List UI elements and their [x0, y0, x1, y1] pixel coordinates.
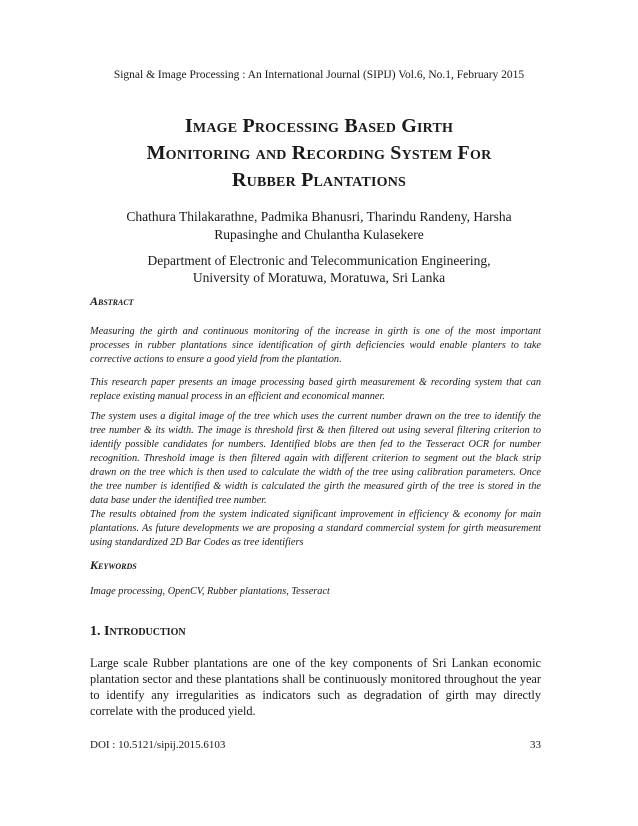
affiliation	[0, 252, 638, 286]
affiliation-line-2: University of Moratuwa, Moratuwa, Sri Lanka	[192, 270, 446, 285]
journal-running-header: Signal & Image Processing : An International Journal (SIPIJ) Vol.6, No.1, February 2015	[113, 69, 525, 81]
title-line-1: Image Processing Based Girth	[184, 115, 454, 137]
keywords-list: Image processing, OpenCV, Rubber plantations, Tesseract	[90, 586, 330, 597]
paper-title	[0, 113, 638, 194]
title-line-3: Rubber Plantations	[232, 169, 406, 191]
abstract-heading: Abstract	[90, 294, 134, 308]
abstract-paragraph-3: The system uses a digital image of the tree which uses the current number drawn on the tree to identify the tree number & its width. The image is threshold first & then filtered out using several filtering criterion to identify possible candidates for numbers. Identified blobs are then fed to the Tesseract OCR for number recognition. Threshold image is then filtered again with different criterion to segment out the black strip drawn on the tree which is then used to calculate the width of the tree using calibration parameters. Once the tree number is identified & width is calculated the girth the measured girth of the tree is stored in the data base under the identified tree number.	[90, 411, 541, 506]
author-list	[0, 208, 638, 244]
introduction-paragraph: Large scale Rubber plantations are one of the key components of Sri Lankan economic plantation sector and these plantations shall be continuously monitored throughout the year to identify any irregularities as indicators such as degradation of girth may directly correlate with the produced yield.	[90, 656, 541, 718]
title-line-2: Monitoring and Recording System For	[146, 142, 492, 164]
introduction-heading: 1. Introduction	[90, 624, 186, 639]
footer-doi: DOI : 10.5121/sipij.2015.6103	[90, 739, 226, 751]
page-number: 33	[530, 739, 541, 751]
abstract-paragraph-1: Measuring the girth and continuous monitoring of the increase in girth is one of the most important processes in rubber plantations since identification of girth deficiencies would enable planters to take corrective actions to ensure a good yield from the plantation.	[90, 326, 541, 365]
abstract-paragraph-4: The results obtained from the system indicated significant improvement in efficiency & economy for main plantations. As future developments we are proposing a standard commercial system for girth measurement using standardized 2D Bar Codes as tree identifiers	[90, 509, 541, 548]
abstract-paragraph-2: This research paper presents an image processing based girth measurement & recording system that can replace existing manual process in an efficient and economical manner.	[90, 377, 541, 402]
authors-line-2: Rupasinghe and Chulantha Kulasekere	[214, 227, 424, 242]
keywords-heading: Keywords	[90, 558, 137, 572]
affiliation-line-1: Department of Electronic and Telecommunication Engineering,	[147, 253, 491, 268]
authors-line-1: Chathura Thilakarathne, Padmika Bhanusri, Tharindu Randeny, Harsha	[126, 209, 512, 224]
